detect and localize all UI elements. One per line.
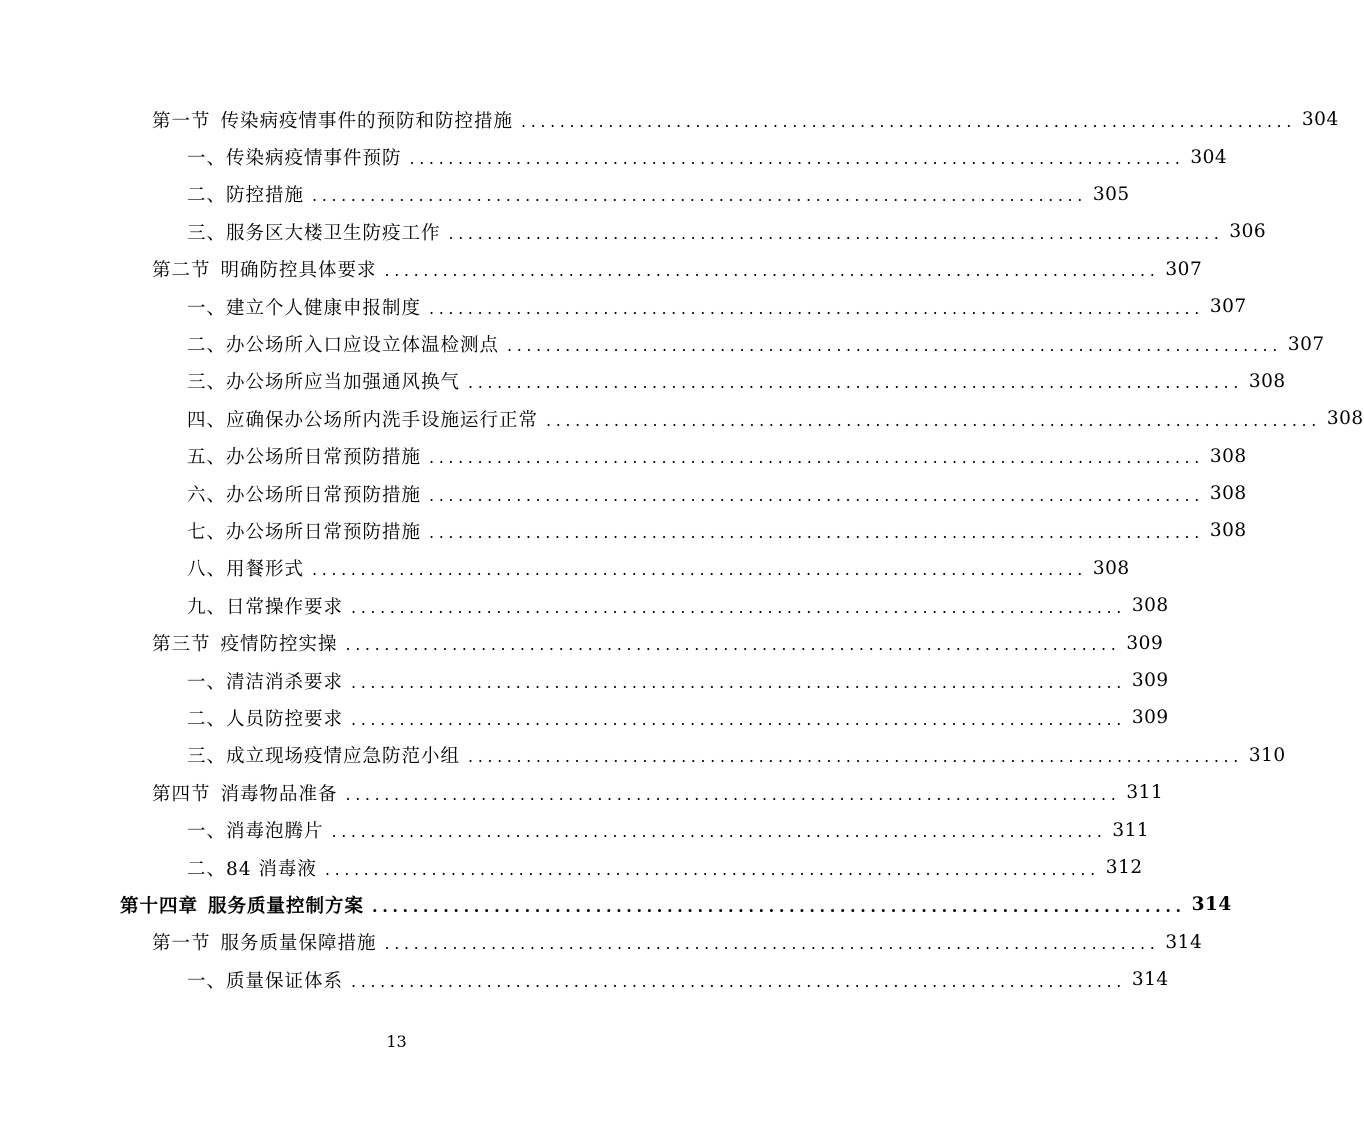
toc-entry-page-number: 304 bbox=[1301, 109, 1339, 131]
toc-entry-page-number: 308 bbox=[1326, 408, 1364, 430]
toc-entry-page-number: 308 bbox=[1209, 483, 1247, 505]
toc-entry-title: 一、传染病疫情事件预防 bbox=[187, 148, 402, 170]
toc-entry-title: 七、办公场所日常预防措施 bbox=[187, 521, 422, 543]
toc-entry-page-number: 308 bbox=[1092, 557, 1130, 579]
toc-entry-item[interactable] bbox=[0, 363, 1286, 400]
toc-entry-title: 一、质量保证体系 bbox=[187, 970, 344, 992]
dot-leader: ................................................................................ bbox=[546, 410, 1321, 430]
toc-entry-item[interactable] bbox=[0, 699, 1169, 736]
toc-entry-page-number: 310 bbox=[1248, 744, 1286, 766]
toc-entry-title: 二、人员防控要求 bbox=[187, 708, 344, 730]
dot-leader: ................................................................................ bbox=[331, 822, 1107, 842]
toc-entry-item[interactable] bbox=[0, 811, 1150, 848]
dot-leader: ................................................................................ bbox=[345, 635, 1121, 655]
toc-entry-title: 服务质量控制方案 bbox=[208, 895, 365, 917]
toc-entry-page-number: 308 bbox=[1209, 445, 1247, 467]
dot-leader: ................................................................................ bbox=[384, 261, 1160, 281]
dot-leader: ................................................................................ bbox=[409, 149, 1185, 169]
toc-entry-section[interactable] bbox=[0, 924, 1203, 961]
toc-entry-title: 二、84 消毒液 bbox=[187, 858, 317, 880]
toc-entry-item[interactable] bbox=[0, 550, 1130, 587]
toc-entry-page-number: 306 bbox=[1229, 221, 1267, 243]
toc-entry-title: 服务质量保障措施 bbox=[220, 933, 377, 955]
toc-entry-page-number: 305 bbox=[1092, 183, 1130, 205]
dot-leader: ................................................................................ bbox=[507, 336, 1282, 356]
toc-entry-prefix: 第四节 bbox=[152, 783, 211, 805]
toc-entry-item[interactable] bbox=[0, 325, 1325, 362]
toc-entry-section[interactable] bbox=[0, 101, 1339, 138]
toc-entry-title: 一、建立个人健康申报制度 bbox=[187, 297, 422, 319]
toc-entry-item[interactable] bbox=[0, 138, 1228, 175]
toc-entry-title: 四、应确保办公场所内洗手设施运行正常 bbox=[187, 409, 539, 431]
dot-leader: ................................................................................ bbox=[312, 186, 1087, 206]
dot-leader: ................................................................................ bbox=[372, 896, 1186, 916]
dot-leader: ................................................................................ bbox=[345, 784, 1121, 804]
toc-entry-item[interactable] bbox=[0, 400, 1364, 437]
toc-entry-title: 疫情防控实操 bbox=[220, 634, 338, 656]
dot-leader: ................................................................................ bbox=[351, 709, 1126, 729]
dot-leader: ................................................................................ bbox=[351, 597, 1126, 617]
toc-entry-title: 五、办公场所日常预防措施 bbox=[187, 447, 422, 469]
toc-entry-page-number: 307 bbox=[1209, 296, 1247, 318]
toc-entry-item[interactable] bbox=[0, 475, 1247, 512]
toc-entry-page-number: 308 bbox=[1248, 370, 1286, 392]
toc-entry-prefix: 第二节 bbox=[152, 260, 211, 282]
toc-entry-title: 三、办公场所应当加强通风换气 bbox=[187, 372, 461, 394]
toc-entry-title: 九、日常操作要求 bbox=[187, 596, 344, 618]
toc-entry-title: 一、清洁消杀要求 bbox=[187, 671, 344, 693]
toc-entry-title: 消毒物品准备 bbox=[220, 783, 338, 805]
toc-entry-item[interactable] bbox=[0, 438, 1247, 475]
toc-entry-title: 二、办公场所入口应设立体温检测点 bbox=[187, 335, 500, 357]
toc-entry-page-number: 304 bbox=[1190, 146, 1228, 168]
toc-entry-section[interactable] bbox=[0, 251, 1203, 288]
toc-entry-page-number: 308 bbox=[1131, 595, 1169, 617]
toc-entry-item[interactable] bbox=[0, 288, 1247, 325]
toc-entry-page-number: 311 bbox=[1126, 782, 1164, 804]
toc-entry-title: 三、成立现场疫情应急防范小组 bbox=[187, 746, 461, 768]
toc-entry-section[interactable] bbox=[0, 624, 1164, 661]
toc-entry-item[interactable] bbox=[0, 587, 1169, 624]
toc-entry-title: 二、防控措施 bbox=[187, 185, 305, 207]
dot-leader: ................................................................................ bbox=[429, 298, 1204, 318]
toc-entry-page-number: 309 bbox=[1126, 632, 1164, 654]
toc-entry-item[interactable] bbox=[0, 849, 1143, 886]
toc-entry-page-number: 307 bbox=[1287, 333, 1325, 355]
toc-entry-page-number: 314 bbox=[1131, 969, 1169, 991]
toc-entry-title: 三、服务区大楼卫生防疫工作 bbox=[187, 222, 441, 244]
toc-entry-title: 明确防控具体要求 bbox=[220, 260, 377, 282]
toc-entry-page-number: 307 bbox=[1165, 258, 1203, 280]
toc-entry-title: 一、消毒泡腾片 bbox=[187, 821, 324, 843]
toc-entry-page-number: 309 bbox=[1131, 707, 1169, 729]
toc-entry-prefix: 第十四章 bbox=[120, 895, 199, 917]
toc-entry-title: 六、办公场所日常预防措施 bbox=[187, 484, 422, 506]
toc-entry-prefix: 第一节 bbox=[152, 110, 211, 132]
dot-leader: ................................................................................ bbox=[468, 747, 1243, 767]
toc-entry-page-number: 311 bbox=[1112, 819, 1150, 841]
toc-entry-item[interactable] bbox=[0, 961, 1169, 998]
toc-entry-page-number: 308 bbox=[1209, 520, 1247, 542]
toc-entry-page-number: 314 bbox=[1165, 931, 1203, 953]
dot-leader: ................................................................................ bbox=[429, 448, 1204, 468]
toc-entry-item[interactable] bbox=[0, 662, 1169, 699]
dot-leader: ................................................................................ bbox=[324, 859, 1100, 879]
toc-entry-section[interactable] bbox=[0, 774, 1164, 811]
dot-leader: ................................................................................ bbox=[312, 560, 1087, 580]
toc-entry-chapter[interactable] bbox=[0, 886, 1232, 923]
toc-entry-item[interactable] bbox=[0, 737, 1286, 774]
dot-leader: ................................................................................ bbox=[429, 522, 1204, 542]
dot-leader: ................................................................................ bbox=[468, 373, 1243, 393]
toc-entry-title: 八、用餐形式 bbox=[187, 559, 305, 581]
dot-leader: ................................................................................ bbox=[429, 485, 1204, 505]
dot-leader: ................................................................................ bbox=[351, 672, 1126, 692]
toc-entry-page-number: 309 bbox=[1131, 670, 1169, 692]
table-of-contents bbox=[0, 101, 1364, 998]
page-number: 13 bbox=[386, 1032, 407, 1051]
dot-leader: ................................................................................ bbox=[448, 223, 1224, 243]
toc-entry-page-number: 312 bbox=[1105, 857, 1143, 878]
dot-leader: ................................................................................ bbox=[384, 934, 1160, 954]
toc-entry-title: 传染病疫情事件的预防和防控措施 bbox=[220, 110, 514, 132]
toc-entry-item[interactable] bbox=[0, 176, 1130, 213]
toc-entry-prefix: 第一节 bbox=[152, 933, 211, 955]
dot-leader: ................................................................................ bbox=[521, 111, 1296, 131]
toc-entry-item[interactable] bbox=[0, 213, 1267, 250]
dot-leader: ................................................................................ bbox=[351, 971, 1126, 991]
toc-entry-item[interactable] bbox=[0, 512, 1247, 549]
toc-entry-prefix: 第三节 bbox=[152, 634, 211, 656]
toc-entry-page-number: 314 bbox=[1191, 894, 1232, 916]
